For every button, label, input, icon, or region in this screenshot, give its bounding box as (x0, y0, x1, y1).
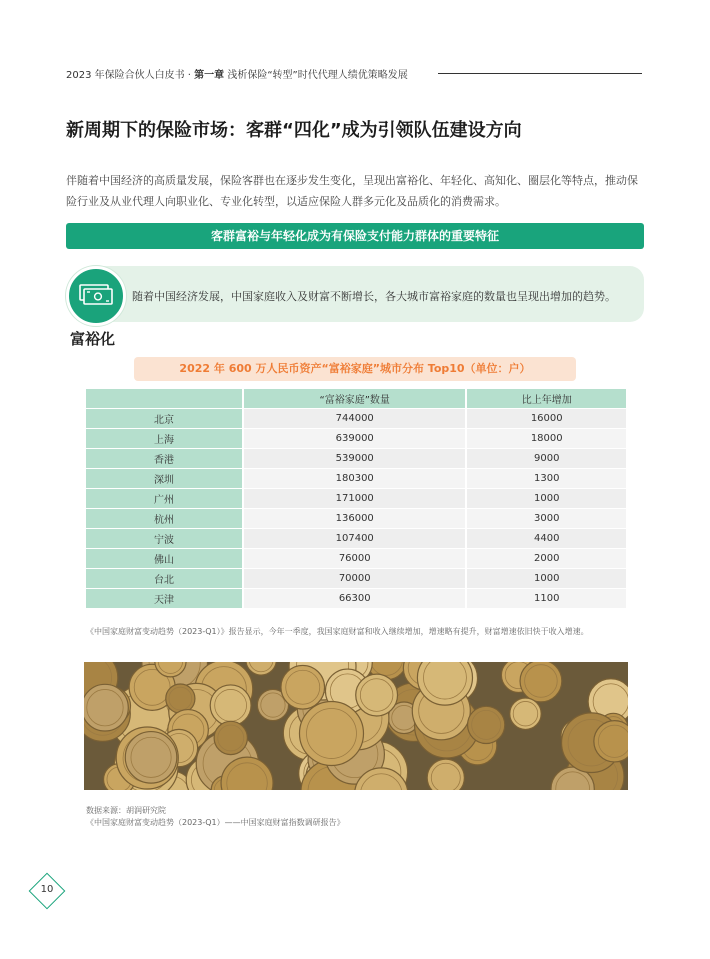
section-heading: 富裕化 (70, 330, 116, 348)
table-title: 2022 年 600 万人民币资产“富裕家庭”城市分布 Top10（单位：户） (134, 357, 576, 381)
table-cell-count: 107400 (243, 529, 466, 549)
table-cell-city: 香港 (86, 449, 243, 469)
table-header-increase: 比上年增加 (466, 389, 627, 409)
header-subtitle: 浅析保险“转型”时代代理人绩优策略发展 (224, 70, 408, 81)
table-cell-city: 佛山 (86, 549, 243, 569)
table-cell-increase: 4400 (466, 529, 627, 549)
intro-paragraph: 伴随着中国经济的高质量发展，保险客群也在逐步发生变化，呈现出富裕化、年轻化、高知化、圈层化等特点，推动保险行业及从业代理人向职业化、专业化转型，以适应保险人群多元化及品质化的消费需求。 (66, 174, 638, 208)
page-header (66, 66, 408, 81)
table-row (86, 449, 627, 469)
source-report: 《中国家庭财富变动趋势（2023-Q1）——中国家庭财富指数调研报告》 (86, 818, 345, 827)
table-cell-count: 76000 (243, 549, 466, 569)
header-text: 2023 年保险合伙人白皮书 · (66, 70, 195, 81)
header-divider (438, 73, 642, 74)
table-cell-count: 744000 (243, 409, 466, 429)
table-cell-increase: 9000 (466, 449, 627, 469)
wealthy-family-table (86, 389, 628, 609)
table-cell-city: 深圳 (86, 469, 243, 489)
table-cell-count: 66300 (243, 589, 466, 609)
table-cell-count: 539000 (243, 449, 466, 469)
table-row (86, 509, 627, 529)
table-caption: 《中国家庭财富变动趋势（2023-Q1）》报告显示，今年一季度，我国家庭财富和收入继续增加，增速略有提升，财富增速依旧快于收入增速。 (86, 627, 589, 636)
table-row (86, 549, 627, 569)
header-chapter: 第一章 (194, 70, 225, 81)
money-icon (66, 266, 126, 326)
table-cell-increase: 1000 (466, 489, 627, 509)
table-row (86, 529, 627, 549)
table-header-city (86, 389, 243, 409)
table-cell-city: 北京 (86, 409, 243, 429)
table-header-row (86, 389, 627, 409)
table-cell-count: 136000 (243, 509, 466, 529)
table-cell-city: 广州 (86, 489, 243, 509)
table-cell-increase: 18000 (466, 429, 627, 449)
table-row (86, 429, 627, 449)
source-line: 数据来源：胡润研究院 (86, 806, 166, 815)
table-cell-count: 171000 (243, 489, 466, 509)
table-row (86, 409, 627, 429)
page-number: 10 (40, 884, 54, 895)
table-row (86, 489, 627, 509)
table-cell-city: 杭州 (86, 509, 243, 529)
table-row (86, 589, 627, 609)
table-cell-increase: 16000 (466, 409, 627, 429)
page-title: 新周期下的保险市场：客群“四化”成为引领队伍建设方向 (66, 120, 522, 141)
table-cell-count: 180300 (243, 469, 466, 489)
highlight-banner: 客群富裕与年轻化成为有保险支付能力群体的重要特征 (66, 223, 644, 249)
table-cell-increase: 1000 (466, 569, 627, 589)
table-cell-increase: 1300 (466, 469, 627, 489)
table-cell-city: 台北 (86, 569, 243, 589)
table-row (86, 569, 627, 589)
table-row (86, 469, 627, 489)
coins-photo (84, 662, 628, 790)
table-cell-increase: 1100 (466, 589, 627, 609)
table-header-count: “富裕家庭”数量 (243, 389, 466, 409)
table-cell-count: 70000 (243, 569, 466, 589)
table-cell-city: 天津 (86, 589, 243, 609)
table-cell-increase: 2000 (466, 549, 627, 569)
table-cell-count: 639000 (243, 429, 466, 449)
note-text: 随着中国经济发展，中国家庭收入及财富不断增长，各大城市富裕家庭的数量也呈现出增加的趋势。 (132, 290, 616, 303)
table-cell-increase: 3000 (466, 509, 627, 529)
table-cell-city: 宁波 (86, 529, 243, 549)
table-cell-city: 上海 (86, 429, 243, 449)
